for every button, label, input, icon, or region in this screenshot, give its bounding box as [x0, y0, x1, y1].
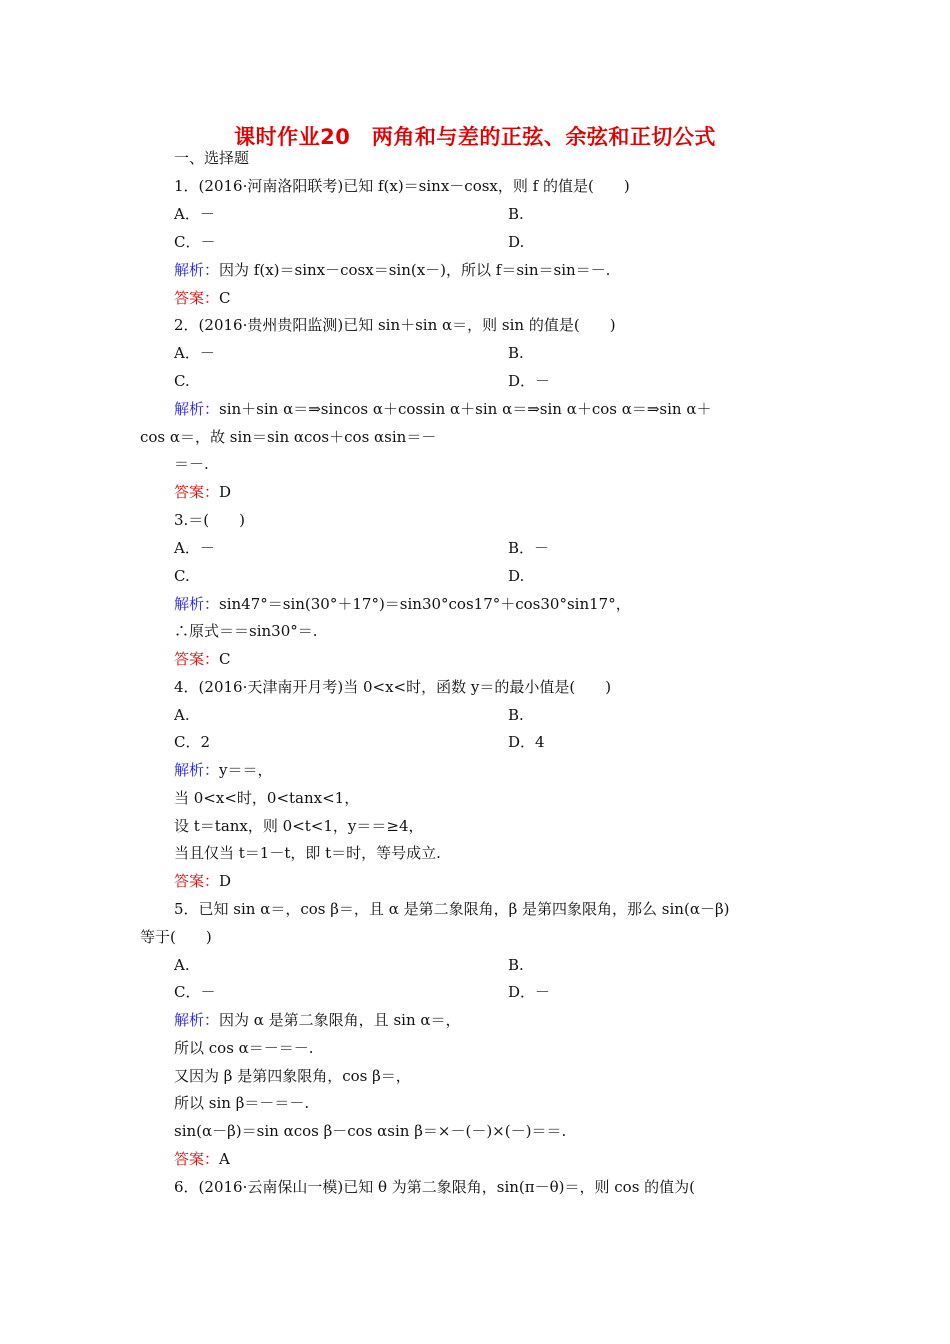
q2-option-c: C. — [174, 372, 190, 390]
q5-analysis — [174, 1010, 461, 1030]
q2-stem: 2．(2016·贵州贵阳监测)已知 sin＋sin α＝，则 sin 的值是( ) — [174, 316, 616, 334]
q4-answer — [174, 871, 231, 891]
q2-analysis-text-2: cos α＝，故 sin＝sin αcos＋cos αsin＝－ — [140, 428, 437, 446]
q2-analysis — [174, 399, 711, 419]
q5-analysis-text-3: 又因为 β 是第四象限角，cos β＝， — [174, 1067, 411, 1085]
q3-analysis-text-2: ∴原式＝＝sin30°＝. — [174, 622, 318, 640]
q1-analysis-text: 因为 f(x)＝sinx－cosx＝sin(x－)，所以 f＝sin＝sin＝－. — [219, 261, 611, 279]
q3-option-c: C. — [174, 567, 190, 585]
analysis-label: 解析： — [174, 595, 220, 613]
q4-analysis — [174, 760, 273, 780]
q4-stem: 4．(2016·天津南开月考)当 0<x<时，函数 y＝的最小值是( ) — [174, 678, 612, 696]
answer-label: 答案： — [174, 289, 220, 307]
q4-answer-value: D — [219, 872, 232, 890]
q3-stem: 3.＝( ) — [174, 511, 246, 529]
q2-option-b: B. — [508, 344, 524, 362]
q1-stem: 1．(2016·河南洛阳联考)已知 f(x)＝sinx－cosx，则 f 的值是( ) — [174, 177, 630, 195]
q2-option-d: D．－ — [508, 372, 551, 390]
q1-option-c: C．－ — [174, 233, 216, 251]
q3-analysis — [174, 594, 631, 614]
q5-analysis-text-2: 所以 cos α＝－＝－. — [174, 1039, 314, 1057]
analysis-label: 解析： — [174, 1011, 220, 1029]
q4-option-d: D．4 — [508, 733, 545, 751]
q5-analysis-text-4: 所以 sin β＝－＝－. — [174, 1094, 310, 1112]
section-heading: 一、选择题 — [174, 149, 250, 167]
analysis-label: 解析： — [174, 761, 220, 779]
q1-option-a: A．－ — [174, 205, 215, 223]
q3-option-d: D. — [508, 567, 525, 585]
q1-option-d: D. — [508, 233, 525, 251]
q2-option-a: A．－ — [174, 344, 215, 362]
q5-option-d: D．－ — [508, 983, 551, 1001]
q5-analysis-text-5: sin(α－β)＝sin αcos β－cos αsin β＝×－(－)×(－)＝＝. — [174, 1122, 567, 1140]
answer-label: 答案： — [174, 483, 220, 501]
q1-answer-value: C — [219, 289, 231, 307]
q5-answer-value: A — [219, 1150, 230, 1168]
q4-analysis-text-4: 当且仅当 t＝1－t，即 t＝时，等号成立. — [174, 844, 441, 862]
analysis-label: 解析： — [174, 400, 220, 418]
q2-analysis-text-3: ＝－. — [174, 455, 209, 473]
q3-answer — [174, 649, 231, 669]
q2-answer — [174, 482, 231, 502]
q1-option-b: B. — [508, 205, 524, 223]
q5-option-c: C．－ — [174, 983, 216, 1001]
q2-answer-value: D — [219, 483, 232, 501]
answer-label: 答案： — [174, 872, 220, 890]
q2-analysis-text-1: sin＋sin α＝⇒sincos α＋cossin α＋sin α＝⇒sin α＋cos α＝⇒sin α＋ — [219, 400, 712, 418]
q4-option-b: B. — [508, 706, 524, 724]
q4-option-a: A. — [174, 706, 190, 724]
q1-analysis — [174, 260, 610, 280]
q5-option-a: A. — [174, 956, 190, 974]
page-title: 课时作业20 两角和与差的正弦、余弦和正切公式 — [234, 125, 716, 149]
q5-answer — [174, 1149, 230, 1169]
answer-label: 答案： — [174, 650, 220, 668]
q5-stem-1: 5．已知 sin α＝，cos β＝，且 α 是第二象限角，β 是第四象限角，那么 sin(α－β) — [174, 900, 730, 918]
q3-option-b: B．－ — [508, 539, 550, 557]
q4-analysis-text-3: 设 t＝tanx，则 0<t<1，y＝＝≥4， — [174, 817, 424, 835]
q1-answer — [174, 288, 231, 308]
q5-option-b: B. — [508, 956, 524, 974]
q5-analysis-text-1: 因为 α 是第二象限角，且 sin α＝， — [219, 1011, 461, 1029]
q3-answer-value: C — [219, 650, 231, 668]
q4-analysis-text-1: y＝＝， — [219, 761, 273, 779]
q6-stem: 6．(2016·云南保山一模)已知 θ 为第二象限角，sin(π－θ)＝，则 cos 的值为( — [174, 1178, 696, 1196]
q3-option-a: A．－ — [174, 539, 215, 557]
answer-label: 答案： — [174, 1150, 220, 1168]
analysis-label: 解析： — [174, 261, 220, 279]
q3-analysis-text-1: sin47°＝sin(30°＋17°)＝sin30°cos17°＋cos30°sin17°， — [219, 595, 631, 613]
q4-analysis-text-2: 当 0<x<时，0<tanx<1， — [174, 789, 360, 807]
q4-option-c: C．2 — [174, 733, 211, 751]
q5-stem-2: 等于( ) — [140, 928, 212, 946]
